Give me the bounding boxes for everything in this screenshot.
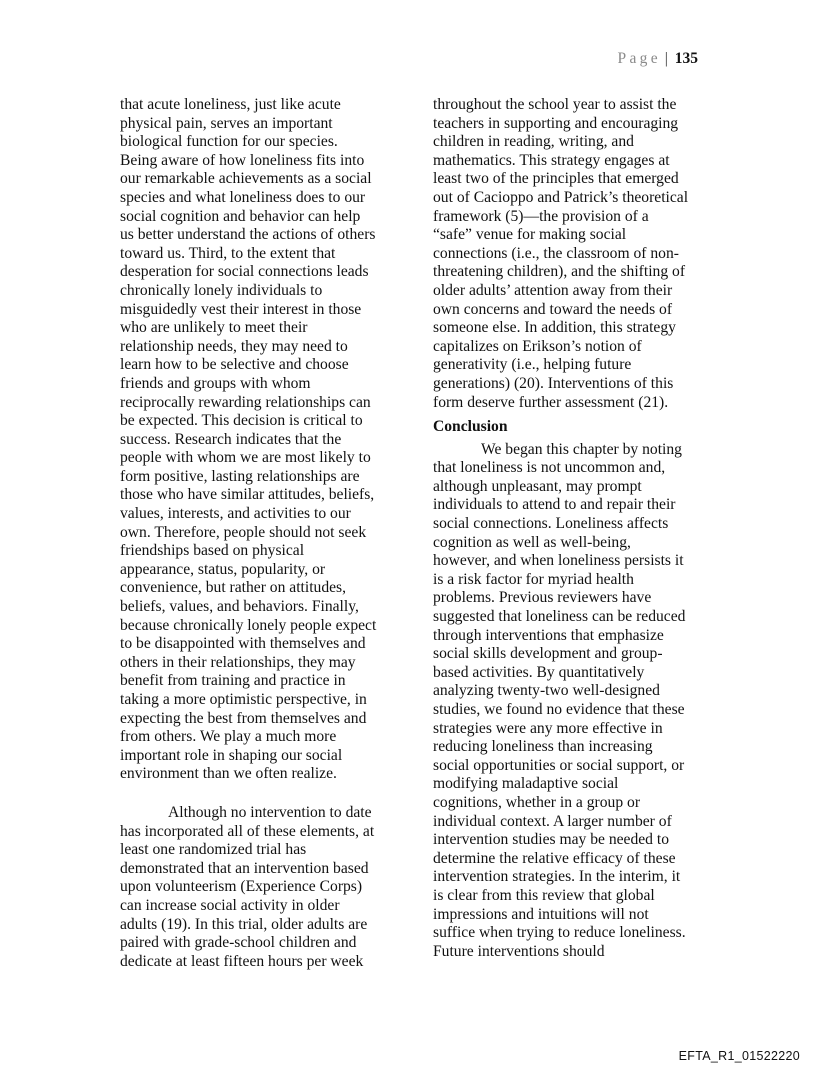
text-line: desperation for social connections leads xyxy=(120,263,369,281)
text-line: individual context. A larger number of xyxy=(433,812,672,830)
text-line: our remarkable achievements as a social xyxy=(120,170,372,188)
text-line: friendships based on physical xyxy=(120,542,305,560)
right-column xyxy=(433,96,696,961)
text-line: least one randomized trial has xyxy=(120,841,307,859)
text-line: appearance, status, popularity, or xyxy=(120,560,326,578)
text-line: out of Cacioppo and Patrick’s theoretical xyxy=(433,188,689,206)
text-line: to be disappointed with themselves and xyxy=(120,635,366,653)
text-line: intervention studies may be needed to xyxy=(433,831,670,849)
text-line: adults (19). In this trial, older adults are xyxy=(120,915,368,933)
page-label: Page xyxy=(617,50,661,67)
text-line: teachers in supporting and encouraging xyxy=(433,114,679,132)
text-line: although unpleasant, may prompt xyxy=(433,477,642,495)
left-column xyxy=(120,96,390,971)
text-line: environment than we often realize. xyxy=(120,765,337,783)
page-separator: | xyxy=(664,50,668,67)
text-line: reducing loneliness than increasing xyxy=(433,738,653,756)
text-line: children in reading, writing, and xyxy=(433,133,634,151)
text-line: benefit from training and practice in xyxy=(120,672,346,690)
text-line: mathematics. This strategy engages at xyxy=(433,151,670,169)
text-line: from others. We play a much more xyxy=(120,728,337,746)
text-line: social opportunities or social support, or xyxy=(433,756,685,774)
text-line: older adults’ attention away from their xyxy=(433,281,673,299)
text-line: analyzing twenty-two well-designed xyxy=(433,682,660,700)
text-line: social connections. Loneliness affects xyxy=(433,515,669,533)
left-paragraph-1 xyxy=(120,96,390,784)
text-line: can increase social activity in older xyxy=(120,896,340,914)
text-line: those who have similar attitudes, beliefs, xyxy=(120,486,375,504)
text-line: paired with grade-school children and xyxy=(120,934,357,952)
text-line: taking a more optimistic perspective, in xyxy=(120,691,367,708)
text-line: important role in shaping our social xyxy=(120,746,343,764)
text-line: species and what loneliness does to our xyxy=(120,188,366,206)
text-line: be expected. This decision is critical to xyxy=(120,412,363,430)
text-line: social skills development and group- xyxy=(433,645,663,663)
text-line: framework (5)—the provision of a xyxy=(433,207,649,225)
text-line: capitalizes on Erikson’s notion of xyxy=(433,337,642,355)
text-line: generativity (i.e., helping future xyxy=(433,356,632,374)
text-line: expecting the best from themselves and xyxy=(120,709,367,727)
text-line: generations) (20). Interventions of this xyxy=(433,374,674,392)
text-line: social cognition and behavior can help xyxy=(120,207,361,225)
text-line: beliefs, values, and behaviors. Finally, xyxy=(120,598,359,616)
text-line: dedicate at least fifteen hours per week xyxy=(120,952,364,970)
text-line: suffice when trying to reduce loneliness. xyxy=(433,924,686,942)
text-line: others in their relationships, they may xyxy=(120,653,356,671)
text-line: learn how to be selective and choose xyxy=(120,356,349,374)
text-line: through interventions that emphasize xyxy=(433,626,664,644)
left-paragraph-2 xyxy=(120,804,390,971)
text-line: “safe” venue for making social xyxy=(433,226,627,244)
document-id: EFTA_R1_01522220 xyxy=(678,1049,800,1063)
text-line: relationship needs, they may need to xyxy=(120,337,348,355)
text-line: that acute loneliness, just like acute xyxy=(120,96,341,113)
text-line: us better understand the actions of others xyxy=(120,226,376,244)
text-line: however, and when loneliness persists it xyxy=(433,552,684,570)
text-line: is a risk factor for myriad health xyxy=(433,570,634,588)
text-line: upon volunteerism (Experience Corps) xyxy=(120,878,363,896)
text-line: form deserve further assessment (21). xyxy=(433,393,669,411)
right-paragraph-1 xyxy=(433,96,696,412)
text-line: own concerns and toward the needs of xyxy=(433,300,673,318)
text-line: Being aware of how loneliness fits into xyxy=(120,151,365,169)
text-line: cognition as well as well-being, xyxy=(433,533,631,551)
text-line: strategies were any more effective in xyxy=(433,719,663,737)
text-line: toward us. Third, to the extent that xyxy=(120,244,336,262)
text-line: based activities. By quantitatively xyxy=(433,663,645,681)
text-line: modifying maladaptive social xyxy=(433,775,619,793)
text-line: form positive, lasting relationships are xyxy=(120,467,360,485)
text-line: intervention strategies. In the interim, it xyxy=(433,868,681,886)
text-line: that loneliness is not uncommon and, xyxy=(433,459,666,477)
text-line: determine the relative efficacy of these xyxy=(433,849,676,867)
text-line: Although no intervention to date xyxy=(168,803,372,821)
text-line: own. Therefore, people should not seek xyxy=(120,523,367,541)
text-line: is clear from this review that global xyxy=(433,886,655,904)
section-heading-conclusion: Conclusion xyxy=(433,418,508,436)
text-line: who are unlikely to meet their xyxy=(120,319,308,337)
right-paragraph-2 xyxy=(433,441,696,962)
page-number: 135 xyxy=(674,50,698,67)
text-line: connections (i.e., the classroom of non- xyxy=(433,244,679,262)
text-line: Future interventions should xyxy=(433,942,605,960)
text-line: problems. Previous reviewers have xyxy=(433,589,652,607)
text-line: people with whom we are most likely to xyxy=(120,449,371,467)
text-line: someone else. In addition, this strategy xyxy=(433,319,676,337)
text-line: threatening children), and the shifting of xyxy=(433,263,686,281)
text-line: because chronically lonely people expect xyxy=(120,616,377,634)
text-line: friends and groups with whom xyxy=(120,374,311,392)
text-line: cognitions, whether in a group or xyxy=(433,793,641,811)
text-line: least two of the principles that emerged xyxy=(433,170,679,188)
text-line: demonstrated that an intervention based xyxy=(120,859,369,877)
text-line: misguidedly vest their interest in those xyxy=(120,300,362,318)
text-line: has incorporated all of these elements, at xyxy=(120,822,375,840)
text-line: physical pain, serves an important xyxy=(120,114,333,132)
page-header xyxy=(618,49,698,69)
text-line: success. Research indicates that the xyxy=(120,430,342,448)
text-line: biological function for our species. xyxy=(120,133,338,151)
text-line: suggested that loneliness can be reduced xyxy=(433,608,686,626)
text-line: throughout the school year to assist the xyxy=(433,96,677,113)
text-line: reciprocally rewarding relationships can xyxy=(120,393,371,411)
text-line: individuals to attend to and repair their xyxy=(433,496,676,514)
text-line: convenience, but rather on attitudes, xyxy=(120,579,347,597)
text-line: We began this chapter by noting xyxy=(481,440,682,458)
text-line: chronically lonely individuals to xyxy=(120,281,323,299)
text-line: values, interests, and activities to our xyxy=(120,505,351,523)
text-line: studies, we found no evidence that these xyxy=(433,701,685,718)
text-line: impressions and intuitions will not xyxy=(433,905,649,923)
